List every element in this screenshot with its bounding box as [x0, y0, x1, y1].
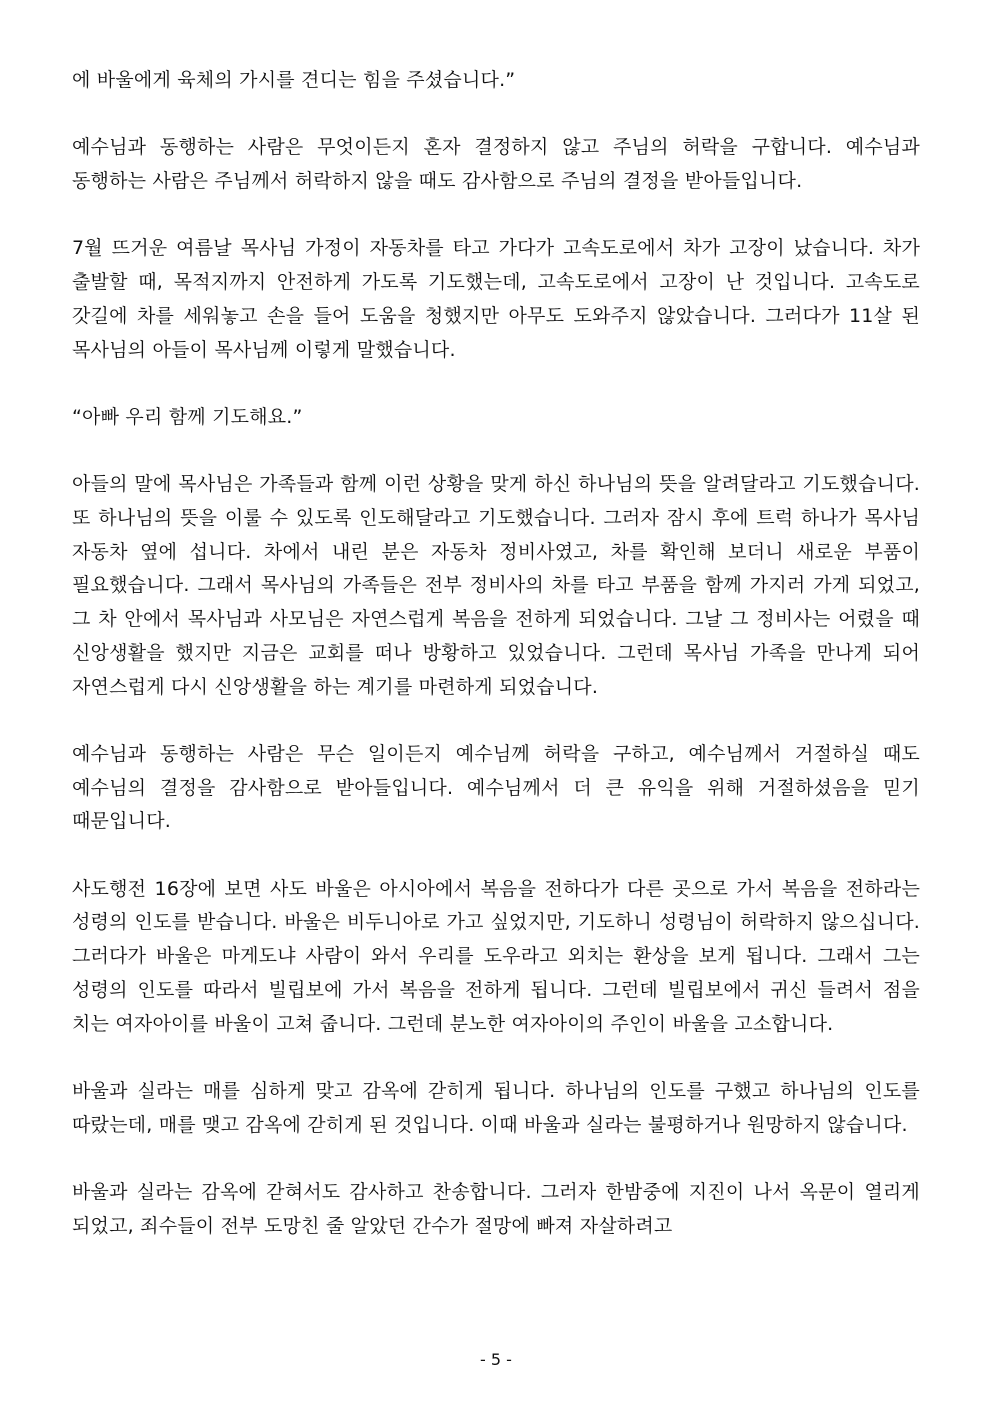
page-number: - 5 - [480, 1350, 512, 1369]
paragraph-8: 바울과 실라는 매를 심하게 맞고 감옥에 갇히게 됩니다. 하나님의 인도를 구했고 하나님의 인도를 따랐는데, 매를 맺고 감옥에 갇히게 된 것입니다. 이때 바울과 실라는 불평하거나 원망하지 않습니다. [72, 1079, 920, 1136]
paragraph-7: 사도행전 16장에 보면 사도 바울은 아시아에서 복음을 전하다가 다른 곳으로 가서 복음을 전하라는 성령의 인도를 받습니다. 바울은 비두니아로 가고 싶었지만, 기도하니 성령님이 허락하지 않으십니다. 그러다가 바울은 마게도냐 사람이 와서 우리를 도우라고 외치는 환상을 보게 됩니다. 그래서 그는 성령의 인도를 따라서 빌립보에 가서 복음을 전하게 됩니다. 그런데 빌립보에서 귀신 들려서 점을 치는 여자아이를 바울이 고쳐 줍니다. 그런데 분노한 여자아이의 주인이 바울을 고소합니다. [72, 877, 920, 1035]
paragraph-4: “아빠 우리 함께 기도해요.” [72, 405, 303, 428]
document-body [72, 64, 920, 1277]
paragraph-2: 예수님과 동행하는 사람은 무엇이든지 혼자 결정하지 않고 주님의 허락을 구합니다. 예수님과 동행하는 사람은 주님께서 허락하지 않을 때도 감사함으로 주님의 결정을 받아들입니다. [72, 136, 920, 193]
paragraph-5: 아들의 말에 목사님은 가족들과 함께 이런 상황을 맞게 하신 하나님의 뜻을 알려달라고 기도했습니다. 또 하나님의 뜻을 이룰 수 있도록 인도해달라고 기도했습니다. 그러자 잠시 후에 트럭 하나가 목사님 자동차 옆에 섭니다. 차에서 내린 분은 자동차 정비사였고, 차를 확인해 보더니 새로운 부품이 필요했습니다. 그래서 목사님의 가족들은 전부 정비사의 차를 타고 부품을 함께 가지러 가게 되었고, 그 차 안에서 목사님과 사모님은 자연스럽게 복음을 전하게 되었습니다. 그날 그 정비사는 어렸을 때 신앙생활을 했지만 지금은 교회를 떠나 방황하고 있었습니다. 그런데 목사님 가족을 만나게 되어 자연스럽게 다시 신앙생활을 하는 계기를 마련하게 되었습니다. [72, 473, 920, 698]
paragraph-1: 에 바울에게 육체의 가시를 견디는 힘을 주셨습니다.” [72, 69, 516, 91]
paragraph-3: 7월 뜨거운 여름날 목사님 가정이 자동차를 타고 가다가 고속도로에서 차가 고장이 났습니다. 차가 출발할 때, 목적지까지 안전하게 가도록 기도했는데, 고속도로에서 고장이 난 것입니다. 고속도로 갓길에 차를 세워놓고 손을 들어 도움을 청했지만 아무도 도와주지 않았습니다. 그러다가 11살 된 목사님의 아들이 목사님께 이렇게 말했습니다. [72, 237, 920, 361]
paragraph-6: 예수님과 동행하는 사람은 무슨 일이든지 예수님께 허락을 구하고, 예수님께서 거절하실 때도 예수님의 결정을 감사함으로 받아들입니다. 예수님께서 더 큰 유익을 위해 거절하셨음을 믿기 때문입니다. [72, 742, 920, 833]
paragraph-9: 바울과 실라는 감옥에 갇혀서도 감사하고 찬송합니다. 그러자 한밤중에 지진이 나서 옥문이 열리게 되었고, 죄수들이 전부 도망친 줄 알았던 간수가 절망에 빠져 자살하려고 [72, 1181, 920, 1237]
